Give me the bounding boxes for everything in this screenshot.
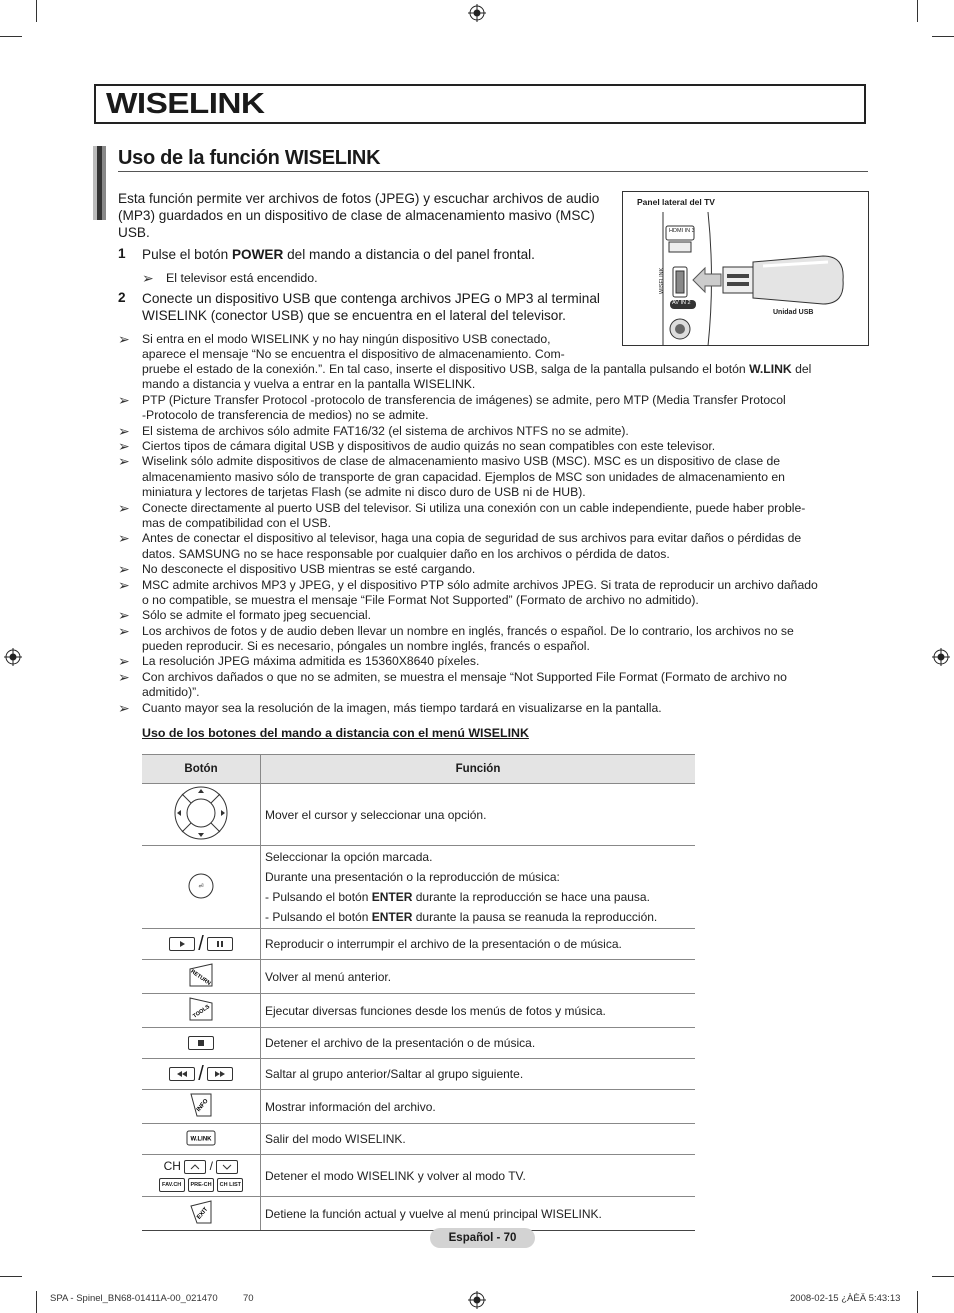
note-text: El sistema de archivos sólo admite FAT16/32 (el sistema de archivos NTFS no se admite). xyxy=(142,424,629,438)
note-text: -Protocolo de transferencia de medios) no se admite. xyxy=(142,408,429,422)
step-text: Pulse el botón POWER del mando a distancia o del panel frontal. xyxy=(142,247,535,262)
button-cell: / xyxy=(142,1059,261,1090)
section-title: Uso de la función WISELINK xyxy=(118,147,381,169)
footer-file-name: SPA - Spinel_BN68-01411A-00_021470 xyxy=(50,1293,218,1304)
registration-mark-icon xyxy=(932,648,950,666)
table-header-row xyxy=(142,755,695,784)
rewind-button-icon xyxy=(169,1067,195,1081)
crop-mark xyxy=(932,1276,954,1277)
stop-button-icon xyxy=(188,1036,214,1050)
tv-side-panel-figure xyxy=(622,191,869,346)
function-cell: Seleccionar la opción marcada. Durante una presentación o la reproducción de música: - Pulsando el botón ENTER durante la reproducción se hace una pausa. - Pulsando el botón ENTER durante la pausa se reanuda la reproducción. xyxy=(261,846,696,929)
note-text: Ciertos tipos de cámara digital USB y dispositivos de audio quizás no sean compatibles con este televisor. xyxy=(142,439,716,453)
tools-button-icon xyxy=(187,995,215,1023)
step-number: 2 xyxy=(118,290,126,305)
section-divider xyxy=(118,171,868,172)
table-row xyxy=(142,994,695,1028)
table-row xyxy=(142,1059,695,1090)
step-number: 1 xyxy=(118,246,126,261)
note-text: aparece el mensaje “No se encuentra el dispositivo de almacenamiento. Com- xyxy=(142,347,565,361)
remote-buttons-table xyxy=(142,754,695,1231)
table-row xyxy=(142,1028,695,1059)
note-arrow-icon: ➢ xyxy=(118,623,130,639)
note-text: almacenamiento masivo sólo de transporte de gran capacidad. Ejemplos de MSC son unidades de almacenamiento en xyxy=(142,470,785,484)
svg-text:⏎: ⏎ xyxy=(198,883,204,890)
crop-mark xyxy=(36,1291,37,1313)
exit-button-icon xyxy=(187,1198,215,1226)
table-row xyxy=(142,929,695,960)
function-cell: Detener el modo WISELINK y volver al modo TV. xyxy=(261,1155,696,1197)
svg-text:RETURN: RETURN xyxy=(189,968,212,987)
ch-list-button: CH LIST xyxy=(217,1178,243,1192)
button-cell xyxy=(142,1028,261,1059)
port-label-hdmi: HDMI IN 3 xyxy=(669,228,695,234)
function-cell: Saltar al grupo anterior/Saltar al grupo siguiente. xyxy=(261,1059,696,1090)
svg-text:W.LINK: W.LINK xyxy=(190,1136,212,1142)
svg-text:EXIT: EXIT xyxy=(196,1206,210,1221)
note-text: miniatura y lectores de tarjetas Flash (se admite ni disco duro de USB ni de HUB). xyxy=(142,485,586,499)
svg-text:INFO: INFO xyxy=(195,1098,210,1114)
page-title-box xyxy=(94,84,866,124)
note-text: pueden reproducir. Si es necesario, póngales un nombre inglés, francés o español. xyxy=(142,639,590,653)
table-row xyxy=(142,1124,695,1155)
registration-mark-icon xyxy=(4,648,22,666)
table-row xyxy=(142,1155,695,1197)
note-arrow-icon: ➢ xyxy=(118,577,130,593)
note-text: Los archivos de fotos y de audio deben llevar un nombre en inglés, francés o español. De lo contrario, los archivos no se xyxy=(142,624,794,638)
button-cell xyxy=(142,960,261,994)
usb-drive-label: Unidad USB xyxy=(773,309,814,316)
directional-pad-icon xyxy=(173,785,229,841)
table-row xyxy=(142,960,695,994)
note-text: datos. SAMSUNG no se hace responsable por cualquier daño en los archivos o pérdida de datos. xyxy=(142,547,670,561)
wlink-button-icon xyxy=(186,1130,216,1146)
port-label-av: AV IN 2 xyxy=(672,300,691,306)
note-arrow-icon: ➢ xyxy=(118,700,130,716)
crop-mark xyxy=(36,0,37,22)
note-text: Cuanto mayor sea la resolución de la imagen, más tiempo tardará en visualizarse en la pantalla. xyxy=(142,701,662,715)
function-cell: Mostrar información del archivo. xyxy=(261,1090,696,1124)
page-number-label: Español - 70 xyxy=(448,1232,517,1244)
note-arrow-icon: ➢ xyxy=(118,653,130,669)
note-text: Wiselink sólo admite dispositivos de clase de almacenamiento masivo USB (MSC). MSC es un dispositivo de clase de xyxy=(142,454,781,468)
note-text: Con archivos dañados o que no se admiten, se muestra el mensaje “Not Supported File Format (Formato de archivo no xyxy=(142,670,787,684)
note-arrow-icon: ➢ xyxy=(118,331,130,347)
table-heading: Uso de los botones del mando a distancia con el menú WISELINK xyxy=(142,726,529,740)
note-text: admitido)”. xyxy=(142,685,200,699)
note-arrow-icon: ➢ xyxy=(118,453,130,469)
note-text: o no compatible, se muestra el mensaje “File Format Not Supported” (Formato de archivo no admitido). xyxy=(142,593,699,607)
button-cell xyxy=(142,846,261,929)
crop-mark xyxy=(917,0,918,22)
button-cell: / xyxy=(142,929,261,960)
note-arrow-icon: ➢ xyxy=(118,423,130,439)
port-label-wiselink: WISELINK xyxy=(659,267,665,294)
note-text: No desconecte el dispositivo USB mientras se esté cargando. xyxy=(142,562,476,576)
note-arrow-icon: ➢ xyxy=(118,669,130,685)
figure-caption: Panel lateral del TV xyxy=(637,197,715,207)
note-arrow-icon: ➢ xyxy=(142,270,154,286)
page-title: WISELINK xyxy=(106,88,265,120)
note-text: pruebe el estado de la conexión.”. En tal caso, inserte el dispositivo USB, salga de la pantalla pulsando el botón W.LINK del xyxy=(142,362,812,376)
function-cell: Reproducir o interrumpir el archivo de la presentación o de música. xyxy=(261,929,696,960)
footer-timestamp: 2008-02-15 ¿ÀÈÄ 5:43:13 xyxy=(790,1293,901,1304)
note-text: mas de compatibilidad con el USB. xyxy=(142,516,332,530)
button-cell xyxy=(142,1090,261,1124)
function-cell: Detener el archivo de la presentación o de música. xyxy=(261,1028,696,1059)
note-arrow-icon: ➢ xyxy=(118,392,130,408)
registration-mark-icon xyxy=(468,4,486,22)
channel-label: CH xyxy=(163,1159,181,1174)
intro-paragraph: Esta función permite ver archivos de fotos (JPEG) y escuchar archivos de audio (MP3) guardados en un dispositivo de clase de almacenamiento masivo (MSC) USB. xyxy=(118,191,600,240)
note-text: PTP (Picture Transfer Protocol -protocolo de transferencia de imágenes) se admite, pero MTP (Media Transfer Protocol xyxy=(142,393,786,407)
channel-up-icon xyxy=(184,1160,206,1174)
button-cell xyxy=(142,784,261,846)
crop-mark xyxy=(0,36,22,37)
table-row xyxy=(142,1197,695,1231)
note-arrow-icon: ➢ xyxy=(118,500,130,516)
note-arrow-icon: ➢ xyxy=(118,561,130,577)
note-text: Si entra en el modo WISELINK y no hay ningún dispositivo USB conectado, xyxy=(142,332,551,346)
column-header-button: Botón xyxy=(142,755,261,784)
enter-button-icon xyxy=(187,872,215,900)
button-cell xyxy=(142,1124,261,1155)
svg-text:TOOLS: TOOLS xyxy=(192,1003,212,1020)
page-number-badge xyxy=(430,1228,535,1248)
note-arrow-icon: ➢ xyxy=(118,607,130,623)
function-cell: Mover el cursor y seleccionar una opción. xyxy=(261,784,696,846)
fav-ch-button: FAV.CH xyxy=(159,1178,185,1192)
column-header-function: Función xyxy=(261,755,696,784)
step-subnote: El televisor está encendido. xyxy=(166,271,318,285)
table-row xyxy=(142,1090,695,1124)
table-row xyxy=(142,846,695,929)
note-text: Antes de conectar el dispositivo al televisor, haga una copia de seguridad de sus archivos para evitar daños o pérdidas de xyxy=(142,531,802,545)
note-arrow-icon: ➢ xyxy=(118,530,130,546)
button-cell xyxy=(142,1197,261,1231)
button-cell: CH / FAV.CH PRE-CH CH LIST xyxy=(142,1155,261,1197)
function-cell: Volver al menú anterior. xyxy=(261,960,696,994)
crop-mark xyxy=(932,36,954,37)
note-arrow-icon: ➢ xyxy=(118,438,130,454)
function-cell: Ejecutar diversas funciones desde los menús de fotos y música. xyxy=(261,994,696,1028)
function-cell: Salir del modo WISELINK. xyxy=(261,1124,696,1155)
function-cell: Detiene la función actual y vuelve al menú principal WISELINK. xyxy=(261,1197,696,1231)
return-button-icon xyxy=(187,961,215,989)
footer-page-number: 70 xyxy=(243,1293,254,1304)
registration-mark-icon xyxy=(468,1291,486,1309)
fast-forward-button-icon xyxy=(207,1067,233,1081)
pre-ch-button: PRE-CH xyxy=(188,1178,214,1192)
play-button-icon xyxy=(169,937,195,951)
info-button-icon xyxy=(187,1091,215,1119)
table-row xyxy=(142,784,695,846)
crop-mark xyxy=(0,1276,22,1277)
note-text: La resolución JPEG máxima admitida es 15360X8640 píxeles. xyxy=(142,654,480,668)
note-text: Sólo se admite el formato jpeg secuencial. xyxy=(142,608,371,622)
crop-mark xyxy=(917,1291,918,1313)
note-text: Conecte directamente al puerto USB del televisor. Si utiliza una conexión con un cable independiente, puede haber proble- xyxy=(142,501,806,515)
step-text: Conecte un dispositivo USB que contenga archivos JPEG o MP3 al terminal WISELINK (conector USB) que se encuentra en el lateral del televisor. xyxy=(142,291,600,323)
channel-down-icon xyxy=(216,1160,238,1174)
section-bar xyxy=(93,146,107,220)
note-text: MSC admite archivos MP3 y JPEG, y el dispositivo PTP sólo admite archivos JPEG. Si trata de reproducir un archivo dañado xyxy=(142,578,818,592)
note-text: mando a distancia y vuelva a entrar en la pantalla WISELINK. xyxy=(142,377,476,391)
pause-button-icon xyxy=(207,937,233,951)
button-cell xyxy=(142,994,261,1028)
